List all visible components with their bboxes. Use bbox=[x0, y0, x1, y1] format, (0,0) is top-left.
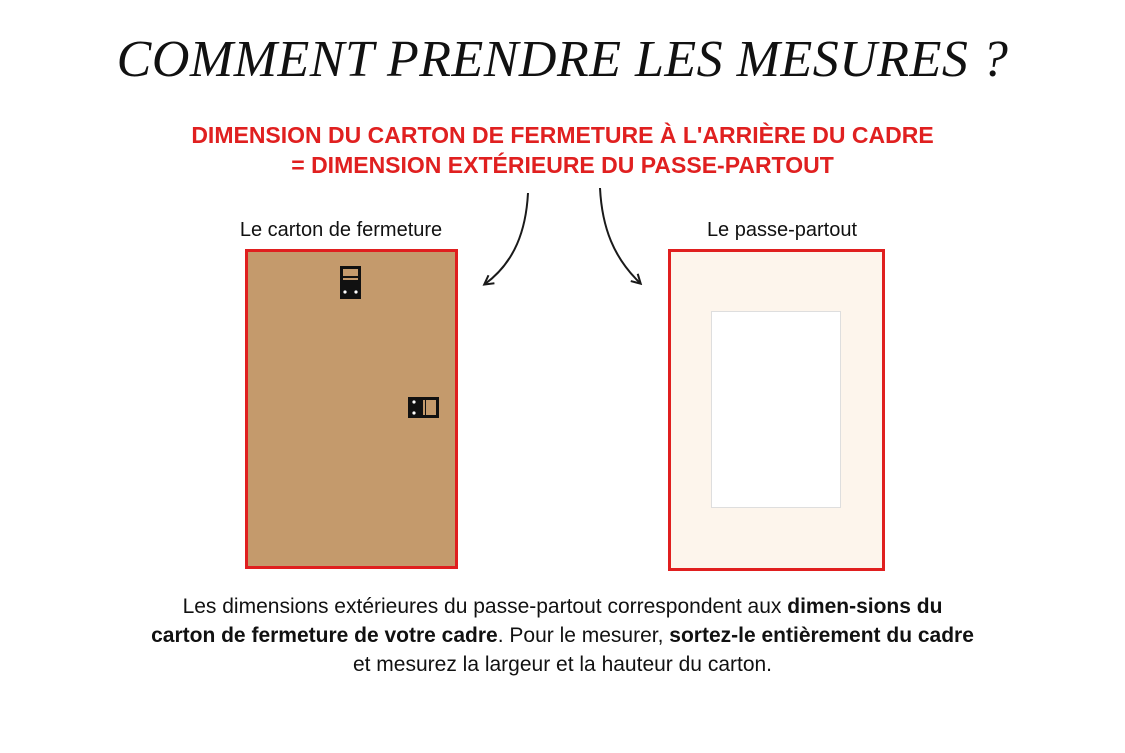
backing-board-hardware bbox=[248, 252, 455, 566]
page-title: COMMENT PRENDRE LES MESURES ? bbox=[116, 31, 1009, 88]
subtitle-line-2: = DIMENSION EXTÉRIEURE DU PASSE-PARTOUT bbox=[291, 152, 834, 178]
subtitle-line-1: DIMENSION DU CARTON DE FERMETURE À L'ARRIÈRE DU CADRE bbox=[191, 122, 934, 148]
mat-label: Le passe-partout bbox=[706, 219, 858, 241]
turn-clip-top-icon bbox=[340, 266, 361, 299]
arrow-left bbox=[485, 193, 528, 284]
backing-board-label: Le carton de fermeture bbox=[239, 219, 443, 241]
mat-window-opening bbox=[711, 311, 841, 508]
passe-partout-mat bbox=[668, 249, 885, 571]
backing-board bbox=[245, 249, 458, 569]
turn-clip-side-icon bbox=[408, 397, 439, 418]
description-text: Les dimensions extérieures du passe-partout correspondent aux dimen-sions du carton de fermeture de votre cadre. Pour le mesurer, sortez-le entièrement du cadre et mesurez la largeur et la hauteur du carton. bbox=[151, 595, 974, 676]
